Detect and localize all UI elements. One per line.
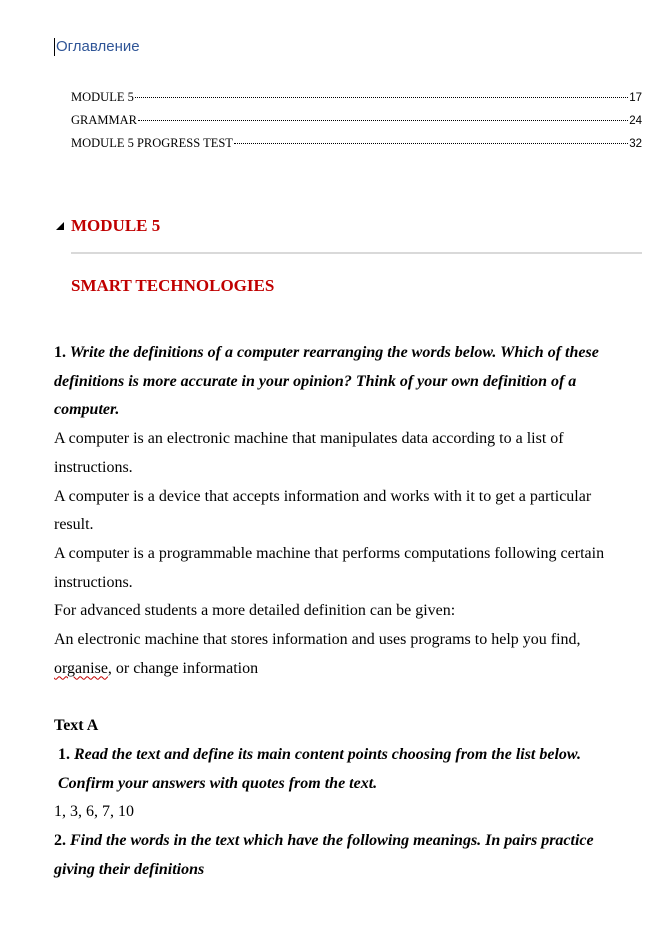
definition-3: A computer is a programmable machine that performs computations following certain instructions. (54, 544, 605, 591)
toc-label: MODULE 5 PROGRESS TEST (71, 136, 233, 150)
document-body (54, 339, 632, 884)
toc-title[interactable]: Оглавление (56, 38, 140, 55)
toc-page: 24 (629, 115, 642, 127)
collapse-triangle-icon[interactable] (56, 222, 64, 230)
heading-module-5: MODULE 5 (71, 216, 161, 235)
text-a-answer-1: 1, 3, 6, 7, 10 (54, 803, 134, 821)
task-number: 1. (58, 745, 70, 763)
definition-1: A computer is an electronic machine that manipulates data according to a list of instructions. (54, 430, 564, 476)
toc-leader (135, 97, 628, 98)
heading-smart-technologies: SMART TECHNOLOGIES (71, 276, 275, 295)
toc-page: 17 (629, 92, 642, 104)
toc-label: GRAMMAR (71, 113, 137, 127)
spelling-error[interactable]: organise (54, 659, 108, 677)
toc-leader (138, 120, 628, 121)
toc-page: 32 (629, 138, 642, 150)
task-text: Write the definitions of a computer rearranging the words below. Which of these definitions is more accurate in your opinion? Think of your own definition of a computer. (54, 344, 599, 419)
toc-leader (234, 143, 628, 144)
text-a-question-2 (54, 827, 632, 884)
text-a-title: Text A (54, 717, 99, 735)
toc-label: MODULE 5 (71, 90, 134, 104)
text: An electronic machine that stores information and uses programs to help you find, (54, 631, 581, 649)
toc-entry-progress-test[interactable] (71, 136, 642, 159)
heading-divider (71, 252, 642, 254)
text-a-question-1 (54, 741, 632, 798)
advanced-definition (54, 626, 632, 683)
task-1 (54, 339, 632, 425)
toc-entry-grammar[interactable] (71, 113, 642, 136)
table-of-contents (71, 90, 642, 159)
task-text: Read the text and define its main content points choosing from the list below. Confirm your answers with quotes from the text. (58, 745, 581, 792)
toc-entry-module-5[interactable] (71, 90, 642, 113)
task-number: 2. (54, 831, 66, 849)
text: , or change information (107, 659, 259, 677)
advanced-note: For advanced students a more detailed definition can be given: (54, 602, 456, 620)
task-text: Find the words in the text which have the following meanings. In pairs practice giving their definitions (54, 831, 594, 878)
task-number: 1. (54, 344, 66, 361)
definition-2: A computer is a device that accepts information and works with it to get a particular result. (54, 487, 592, 534)
